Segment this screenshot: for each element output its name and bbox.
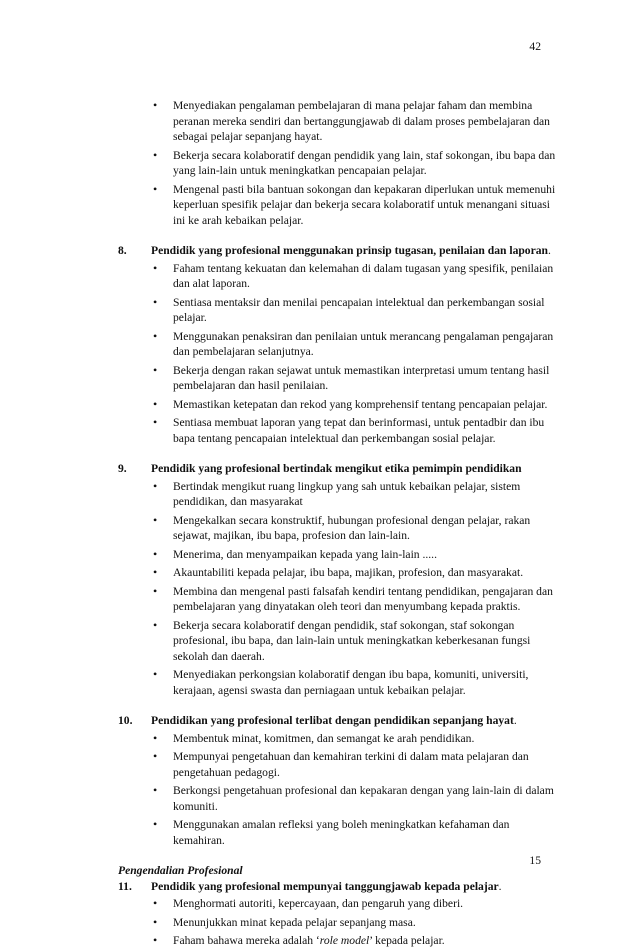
section-11 [118,879,564,949]
section-title [151,879,564,895]
section-heading [118,243,564,259]
section-title-text: Pendidik yang profesional menggunakan prinsip tugasan, penilaian dan laporan [151,244,548,257]
list-item: • Menyediakan perkongsian kolaboratif dengan ibu bapa, komuniti, universiti, kerajaan, agensi swasta dan perniagaan untuk kebaikan pelajar. [151,667,564,698]
list-item-text-end: ’ kepada pelajar. [369,934,445,947]
section-title-text: Pendidik yang profesional bertindak mengikut etika pemimpin pendidikan [151,462,522,475]
list-item: • Sentiasa mentaksir dan menilai pencapaian intelektual dan perkembangan sosial pelajar. [151,295,564,326]
list-item: • Berkongsi pengetahuan profesional dan kepakaran dengan yang lain-lain di dalam komuniti. [151,783,564,814]
section-title-text: Pendidik yang profesional mempunyai tanggungjawab kepada pelajar [151,879,499,893]
list-item: • Memastikan ketepatan dan rekod yang komprehensif tentang pencapaian pelajar. [151,397,564,413]
list-item-italic: role model [319,934,370,947]
list-item: • Membina dan mengenal pasti falsafah kendiri tentang pendidikan, pengajaran dan pembelajaran yang dinyatakan oleh teori dan menyumbang kepada praktis. [151,584,564,615]
list-item: • Sentiasa membuat laporan yang tepat dan berinformasi, untuk pentadbir dan ibu bapa tentang pencapaian intelektual dan perkembangan sosial pelajar. [151,415,564,446]
section-bullet-list [151,261,564,447]
section-number: 9. [118,462,127,475]
section-number: 10. [118,714,133,727]
list-item: • Menerima, dan menyampaikan kepada yang lain-lain ..... [151,547,564,563]
section-title [151,461,564,477]
section-number: 8. [118,244,127,257]
list-item [151,933,564,949]
list-item: • Menghormati autoriti, kepercayaan, dan pengaruh yang diberi. [151,896,564,912]
list-item: • Membentuk minat, komitmen, dan semangat ke arah pendidikan. [151,731,564,747]
section-heading [118,879,564,895]
section-bullet-list [151,896,564,949]
page-number-top: 42 [529,40,541,53]
list-item: • Menggunakan penaksiran dan penilaian untuk merancang pengalaman pengajaran dan pembelajaran selanjutnya. [151,329,564,360]
list-item: • Mengekalkan secara konstruktif, hubungan profesional dengan pelajar, rakan sejawat, majikan, ibu bapa, profesion dan lain-lain. [151,513,564,544]
list-item: • Menggunakan amalan refleksi yang boleh meningkatkan kefahaman dan kemahiran. [151,817,564,848]
section-title [151,713,564,729]
list-item: • Bekerja secara kolaboratif dengan pendidik, staf sokongan, staf sokongan profesional, ibu bapa, dan lain-lain untuk meningkatkan keberkesanan fungsi sekolah dan daerah. [151,618,564,665]
section-10 [118,713,564,848]
section-heading [118,461,564,477]
intro-bullet-list [151,98,564,228]
list-item: • Menyediakan pengalaman pembelajaran di mana pelajar faham dan membina peranan mereka sendiri dan bertanggungjawab di dalam proses pembelajaran dan sebagai pelajar sepanjang hayat. [151,98,564,145]
list-item-text: Faham bahawa mereka adalah ‘ [173,934,320,947]
section-title-text: Pendidikan yang profesional terlibat dengan pendidikan sepanjang hayat [151,714,514,727]
section-8 [118,243,564,446]
section-title-tail: . [513,714,517,727]
section-heading [118,713,564,729]
list-item: • Akauntabiliti kepada pelajar, ibu bapa, majikan, profesion, dan masyarakat. [151,565,564,581]
list-item: • Bekerja secara kolaboratif dengan pendidik yang lain, staf sokongan, ibu bapa dan yang lain-lain untuk meningkatkan pencapaian pelajar. [151,148,564,179]
list-item: • Faham tentang kekuatan dan kelemahan di dalam tugasan yang spesifik, penilaian dan alat laporan. [151,261,564,292]
list-item: • Bekerja dengan rakan sejawat untuk memastikan interpretasi umum tentang hasil pembelajaran dan hasil penilaian. [151,363,564,394]
list-item: • Menunjukkan minat kepada pelajar sepanjang masa. [151,915,564,931]
list-item: • Mengenal pasti bila bantuan sokongan dan kepakaran diperlukan untuk memenuhi keperluan spesifik pelajar dan bekerja secara kolaboratif untuk menangani situasi ini ke arah kebaikan pelajar. [151,182,564,229]
section-9 [118,461,564,698]
section-bullet-list [151,479,564,699]
document-body [118,98,564,952]
section-title-tail: . [498,879,502,893]
section-bullet-list [151,731,564,849]
list-item: • Bertindak mengikut ruang lingkup yang sah untuk kebaikan pelajar, sistem pendidikan, dan masyarakat [151,479,564,510]
list-item: • Mempunyai pengetahuan dan kemahiran terkini di dalam mata pelajaran dan pengetahuan pedagogi. [151,749,564,780]
sub-heading: Pengendalian Profesional [118,864,243,877]
section-title-tail: . [548,244,551,257]
section-title [151,243,564,259]
section-number: 11. [118,879,132,893]
page-number-bottom: 15 [529,854,541,867]
